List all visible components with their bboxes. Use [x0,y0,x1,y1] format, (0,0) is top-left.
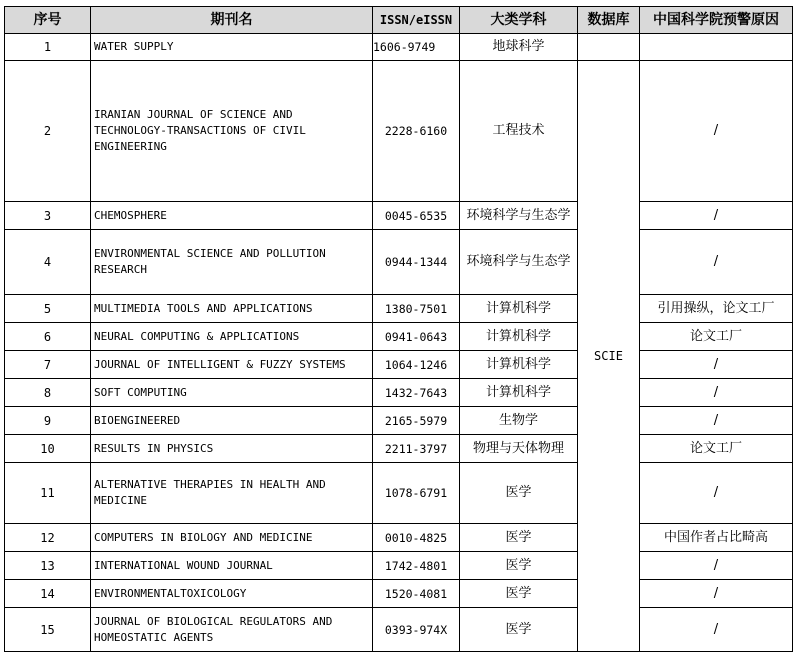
table-row [5,323,793,351]
cell-journal: ENVIRONMENTALTOXICOLOGY [91,580,373,608]
cell-issn: 0941-0643 [373,323,460,351]
cell-seq: 1 [5,34,91,61]
table-row [5,379,793,407]
cell-issn: 0944-1344 [373,230,460,295]
cell-seq: 8 [5,379,91,407]
cell-seq: 3 [5,202,91,230]
cell-seq: 2 [5,61,91,202]
cell-category: 计算机科学 [460,379,578,407]
cell-issn: 2211-3797 [373,435,460,463]
cell-issn: 1520-4081 [373,580,460,608]
cell-category: 环境科学与生态学 [460,230,578,295]
table-row [5,580,793,608]
cell-seq: 10 [5,435,91,463]
cell-journal: JOURNAL OF INTELLIGENT & FUZZY SYSTEMS [91,351,373,379]
table-row [5,202,793,230]
cell-category: 医学 [460,552,578,580]
table-row [5,463,793,524]
cell-reason: 论文工厂 [640,435,793,463]
cell-reason: / [640,230,793,295]
cell-issn: 1078-6791 [373,463,460,524]
cell-seq: 11 [5,463,91,524]
cell-category: 物理与天体物理 [460,435,578,463]
cell-seq: 15 [5,608,91,652]
cell-journal: CHEMOSPHERE [91,202,373,230]
cell-journal: ALTERNATIVE THERAPIES IN HEALTH AND MEDICINE [91,463,373,524]
table-row [5,435,793,463]
cell-seq: 13 [5,552,91,580]
cell-issn: 0045-6535 [373,202,460,230]
cell-category: 医学 [460,463,578,524]
header-issn: ISSN/eISSN [373,7,460,34]
cell-issn: 0010-4825 [373,524,460,552]
cell-database: SCIE [578,61,640,652]
cell-category: 医学 [460,580,578,608]
cell-issn: 2165-5979 [373,407,460,435]
cell-reason: / [640,552,793,580]
cell-category: 计算机科学 [460,351,578,379]
cell-reason: 论文工厂 [640,323,793,351]
cell-reason: / [640,580,793,608]
cell-reason [640,34,793,61]
cell-seq: 5 [5,295,91,323]
cell-journal: WATER SUPPLY [91,34,373,61]
cell-seq: 6 [5,323,91,351]
header-seq: 序号 [5,7,91,34]
table-row [5,295,793,323]
cell-journal: BIOENGINEERED [91,407,373,435]
table-row [5,407,793,435]
cell-seq: 9 [5,407,91,435]
cell-category: 地球科学 [460,34,578,61]
cell-issn: 1606-9749 [373,34,460,61]
cell-seq: 14 [5,580,91,608]
cell-issn: 1380-7501 [373,295,460,323]
cell-category: 生物学 [460,407,578,435]
cell-journal: RESULTS IN PHYSICS [91,435,373,463]
cell-issn: 2228-6160 [373,61,460,202]
cell-journal: ENVIRONMENTAL SCIENCE AND POLLUTION RESEARCH [91,230,373,295]
cell-reason: / [640,608,793,652]
cell-category: 计算机科学 [460,295,578,323]
cell-journal: MULTIMEDIA TOOLS AND APPLICATIONS [91,295,373,323]
cell-database-empty [578,34,640,61]
cell-issn: 0393-974X [373,608,460,652]
table-row [5,608,793,652]
cell-journal: INTERNATIONAL WOUND JOURNAL [91,552,373,580]
header-journal: 期刊名 [91,7,373,34]
cell-seq: 4 [5,230,91,295]
table-row [5,552,793,580]
cell-journal: COMPUTERS IN BIOLOGY AND MEDICINE [91,524,373,552]
header-row [5,7,793,34]
cell-reason: / [640,463,793,524]
cell-reason: 引用操纵，论文工厂 [640,295,793,323]
cell-journal: SOFT COMPUTING [91,379,373,407]
cell-reason: 中国作者占比畸高 [640,524,793,552]
cell-reason: / [640,61,793,202]
cell-category: 医学 [460,524,578,552]
cell-issn: 1742-4801 [373,552,460,580]
cell-journal: IRANIAN JOURNAL OF SCIENCE AND TECHNOLOGY-TRANSACTIONS OF CIVIL ENGINEERING [91,61,373,202]
cell-seq: 7 [5,351,91,379]
cell-issn: 1432-7643 [373,379,460,407]
cell-seq: 12 [5,524,91,552]
table-row [5,61,793,202]
journal-warning-table [4,6,793,652]
cell-issn: 1064-1246 [373,351,460,379]
table-row [5,524,793,552]
table-row [5,351,793,379]
table-row [5,230,793,295]
cell-journal: JOURNAL OF BIOLOGICAL REGULATORS AND HOMEOSTATIC AGENTS [91,608,373,652]
cell-reason: / [640,407,793,435]
table-row [5,34,793,61]
header-category: 大类学科 [460,7,578,34]
cell-category: 计算机科学 [460,323,578,351]
cell-category: 环境科学与生态学 [460,202,578,230]
cell-journal: NEURAL COMPUTING & APPLICATIONS [91,323,373,351]
cell-reason: / [640,202,793,230]
cell-category: 医学 [460,608,578,652]
header-reason: 中国科学院预警原因 [640,7,793,34]
cell-reason: / [640,351,793,379]
cell-reason: / [640,379,793,407]
cell-category: 工程技术 [460,61,578,202]
header-database: 数据库 [578,7,640,34]
